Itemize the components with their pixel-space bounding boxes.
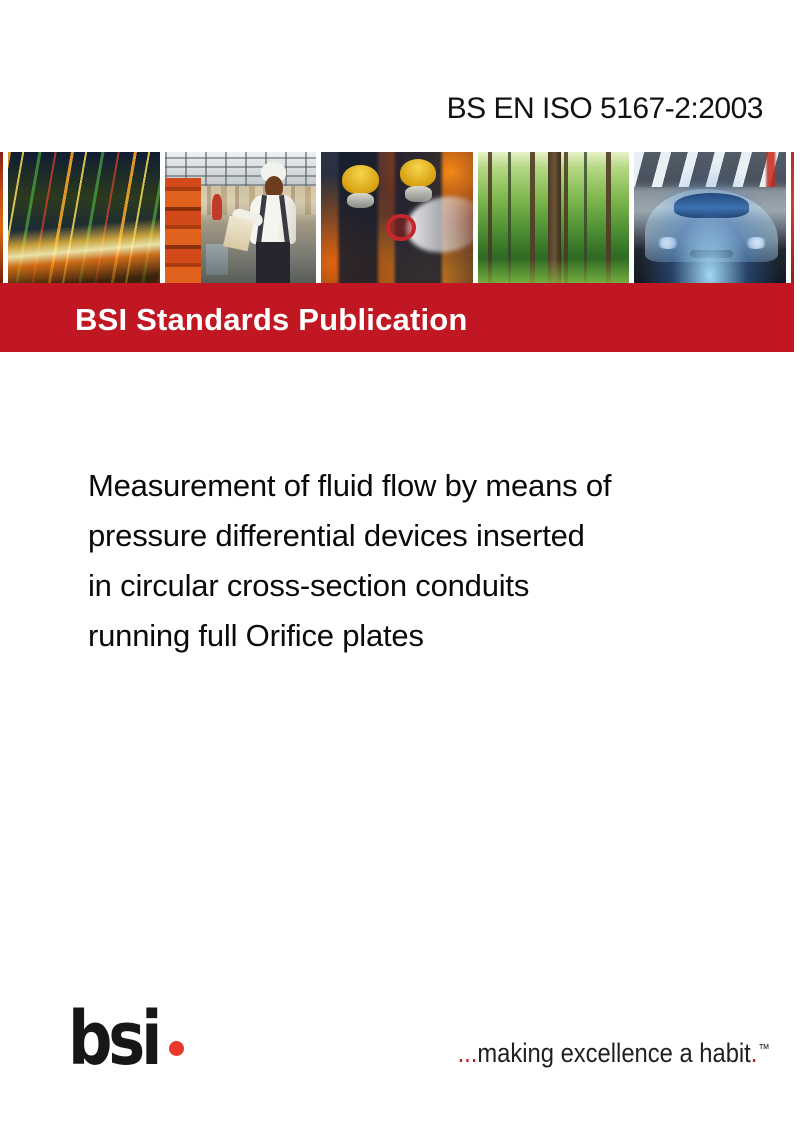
firefighter-visor: [405, 186, 432, 202]
bsi-logo-text: bsi: [68, 996, 159, 1082]
title-line: running full Orifice plates: [88, 618, 424, 653]
worker-box: [223, 216, 254, 252]
bsi-logo-dot: [169, 1041, 184, 1056]
bsi-red-banner: [0, 283, 794, 352]
firefighter-helmet: [342, 165, 378, 194]
car-body: [645, 189, 778, 262]
firefighter-helmet: [400, 159, 436, 188]
car-headlight: [656, 237, 680, 249]
tagline: [458, 1038, 770, 1069]
worker-figure: [237, 162, 310, 283]
photo-warehouse-worker: [165, 152, 317, 283]
hose-nozzle: [386, 214, 415, 242]
background-person: [212, 194, 223, 220]
title-line: in circular cross-section conduits: [88, 568, 530, 603]
strip-left-edge-sliver: [0, 152, 3, 283]
strip-right-edge-sliver: [791, 152, 794, 283]
car-windshield: [674, 193, 749, 218]
trademark-symbol: ™: [758, 1041, 770, 1056]
tagline-text: making excellence a habit: [477, 1038, 752, 1068]
photo-firefighters: [321, 152, 473, 283]
banner-label: BSI Standards Publication: [75, 301, 468, 337]
photo-forest-trees: [478, 152, 630, 283]
orange-crates: [165, 178, 201, 283]
document-number: BS EN ISO 5167-2:2003: [446, 92, 763, 125]
photo-night-traffic-light-trails: [8, 152, 160, 283]
photo-car-assembly-line: [634, 152, 786, 283]
tagline-ellipsis: ...: [457, 1038, 478, 1068]
title-line: Measurement of fluid flow by means of: [88, 468, 612, 503]
tagline-period: .: [751, 1038, 758, 1068]
car-headlight: [744, 237, 768, 249]
car-grille: [690, 250, 733, 257]
bsi-logo: [68, 996, 184, 1082]
title-line: pressure differential devices inserted: [88, 518, 585, 553]
photo-strip: [0, 152, 794, 283]
tree-trunk: [548, 152, 562, 283]
worker-pants: [256, 242, 291, 283]
firefighter-visor: [347, 193, 374, 209]
trolley: [206, 244, 229, 275]
publication-title: [88, 461, 611, 661]
